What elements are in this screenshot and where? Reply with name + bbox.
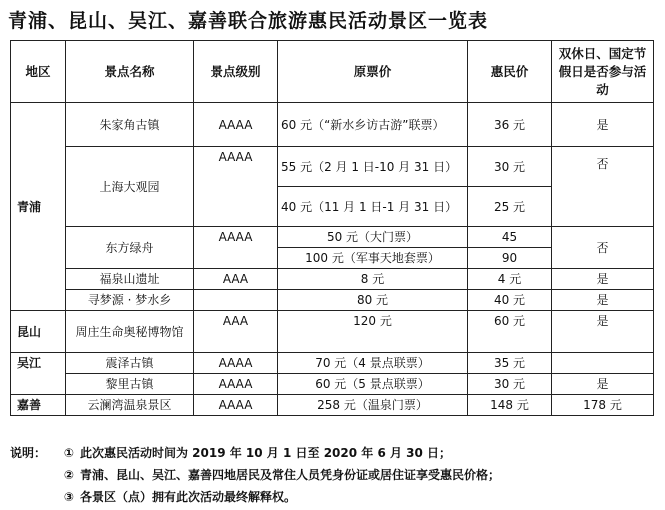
page-title: 青浦、昆山、吴江、嘉善联合旅游惠民活动景区一览表 — [8, 10, 489, 32]
spot-name: 黎里古镇 — [66, 374, 194, 395]
original-price: 80 元 — [278, 290, 468, 311]
holiday-flag: 是 — [552, 374, 654, 395]
holiday-flag: 是 — [552, 103, 654, 147]
note-item — [10, 464, 660, 486]
header-name: 景点名称 — [66, 41, 194, 103]
spot-level: AAAA — [194, 227, 278, 269]
spot-name: 震泽古镇 — [66, 353, 194, 374]
spot-name: 东方绿舟 — [66, 227, 194, 269]
discount-price: 36 元 — [468, 103, 552, 147]
table-row — [11, 374, 654, 395]
scenic-spot-table — [10, 40, 654, 416]
discount-price: 35 元 — [468, 353, 552, 374]
table-row — [11, 269, 654, 290]
note-item — [10, 486, 660, 508]
header-original-price: 原票价 — [278, 41, 468, 103]
header-holiday: 双休日、国定节假日是否参与活动 — [552, 41, 654, 103]
region-cell: 嘉善 — [11, 395, 66, 416]
note-text: 此次惠民活动时间为 2019 年 10 月 1 日至 2020 年 6 月 30 日； — [80, 446, 452, 460]
holiday-flag: 是 — [552, 311, 654, 353]
region-cell: 青浦 — [11, 103, 66, 311]
spot-level: AAAA — [194, 395, 278, 416]
spot-level: AAA — [194, 311, 278, 353]
note-number: ① — [63, 446, 75, 460]
note-item — [10, 442, 660, 464]
table-header-row — [11, 41, 654, 103]
header-region: 地区 — [11, 41, 66, 103]
spot-name: 寻梦源 · 梦水乡 — [66, 290, 194, 311]
spot-level: AAAA — [194, 147, 278, 227]
original-price: 120 元 — [278, 311, 468, 353]
discount-price: 30 元 — [468, 374, 552, 395]
discount-price: 30 元 — [468, 147, 552, 187]
spot-level: AAA — [194, 269, 278, 290]
holiday-flag: 是 — [552, 269, 654, 290]
notes-section — [10, 442, 660, 508]
table-row — [11, 353, 654, 374]
table-row — [11, 103, 654, 147]
original-price: 60 元（5 景点联票） — [278, 374, 468, 395]
spot-name: 云澜湾温泉景区 — [66, 395, 194, 416]
discount-price: 60 元 — [468, 311, 552, 353]
table-row — [11, 147, 654, 187]
spot-name: 福泉山遗址 — [66, 269, 194, 290]
header-discount-price: 惠民价 — [468, 41, 552, 103]
region-cell: 吴江 — [11, 353, 66, 395]
discount-price: 45 — [468, 227, 552, 248]
discount-price: 148 元 — [468, 395, 552, 416]
holiday-flag — [552, 353, 654, 374]
holiday-flag: 178 元 — [552, 395, 654, 416]
original-price: 258 元（温泉门票） — [278, 395, 468, 416]
discount-price: 4 元 — [468, 269, 552, 290]
original-price: 50 元（大门票） — [278, 227, 468, 248]
spot-name: 朱家角古镇 — [66, 103, 194, 147]
discount-price: 25 元 — [468, 187, 552, 227]
note-number: ③ — [63, 490, 75, 504]
holiday-flag: 是 — [552, 290, 654, 311]
spot-level: AAAA — [194, 103, 278, 147]
original-price: 100 元（军事天地套票） — [278, 248, 468, 269]
spot-name: 周庄生命奥秘博物馆 — [66, 311, 194, 353]
region-cell: 昆山 — [11, 311, 66, 353]
original-price: 60 元（“新水乡访古游”联票） — [278, 103, 468, 147]
spot-name: 上海大观园 — [66, 147, 194, 227]
header-level: 景点级别 — [194, 41, 278, 103]
spot-level: AAAA — [194, 353, 278, 374]
spot-level: AAAA — [194, 374, 278, 395]
original-price: 40 元（11 月 1 日-1 月 31 日） — [278, 187, 468, 227]
table-row — [11, 227, 654, 248]
discount-price: 40 元 — [468, 290, 552, 311]
table-row — [11, 311, 654, 353]
original-price: 70 元（4 景点联票） — [278, 353, 468, 374]
note-number: ② — [63, 468, 75, 482]
holiday-flag: 否 — [552, 147, 654, 227]
original-price: 55 元（2 月 1 日-10 月 31 日） — [278, 147, 468, 187]
discount-price: 90 — [468, 248, 552, 269]
holiday-flag: 否 — [552, 227, 654, 269]
table-row — [11, 395, 654, 416]
table-row — [11, 290, 654, 311]
note-text: 青浦、昆山、吴江、嘉善四地居民及常住人员凭身份证或居住证享受惠民价格； — [80, 468, 501, 482]
note-text: 各景区（点）拥有此次活动最终解释权。 — [80, 490, 297, 504]
spot-level — [194, 290, 278, 311]
notes-label: 说明： — [10, 446, 47, 460]
original-price: 8 元 — [278, 269, 468, 290]
